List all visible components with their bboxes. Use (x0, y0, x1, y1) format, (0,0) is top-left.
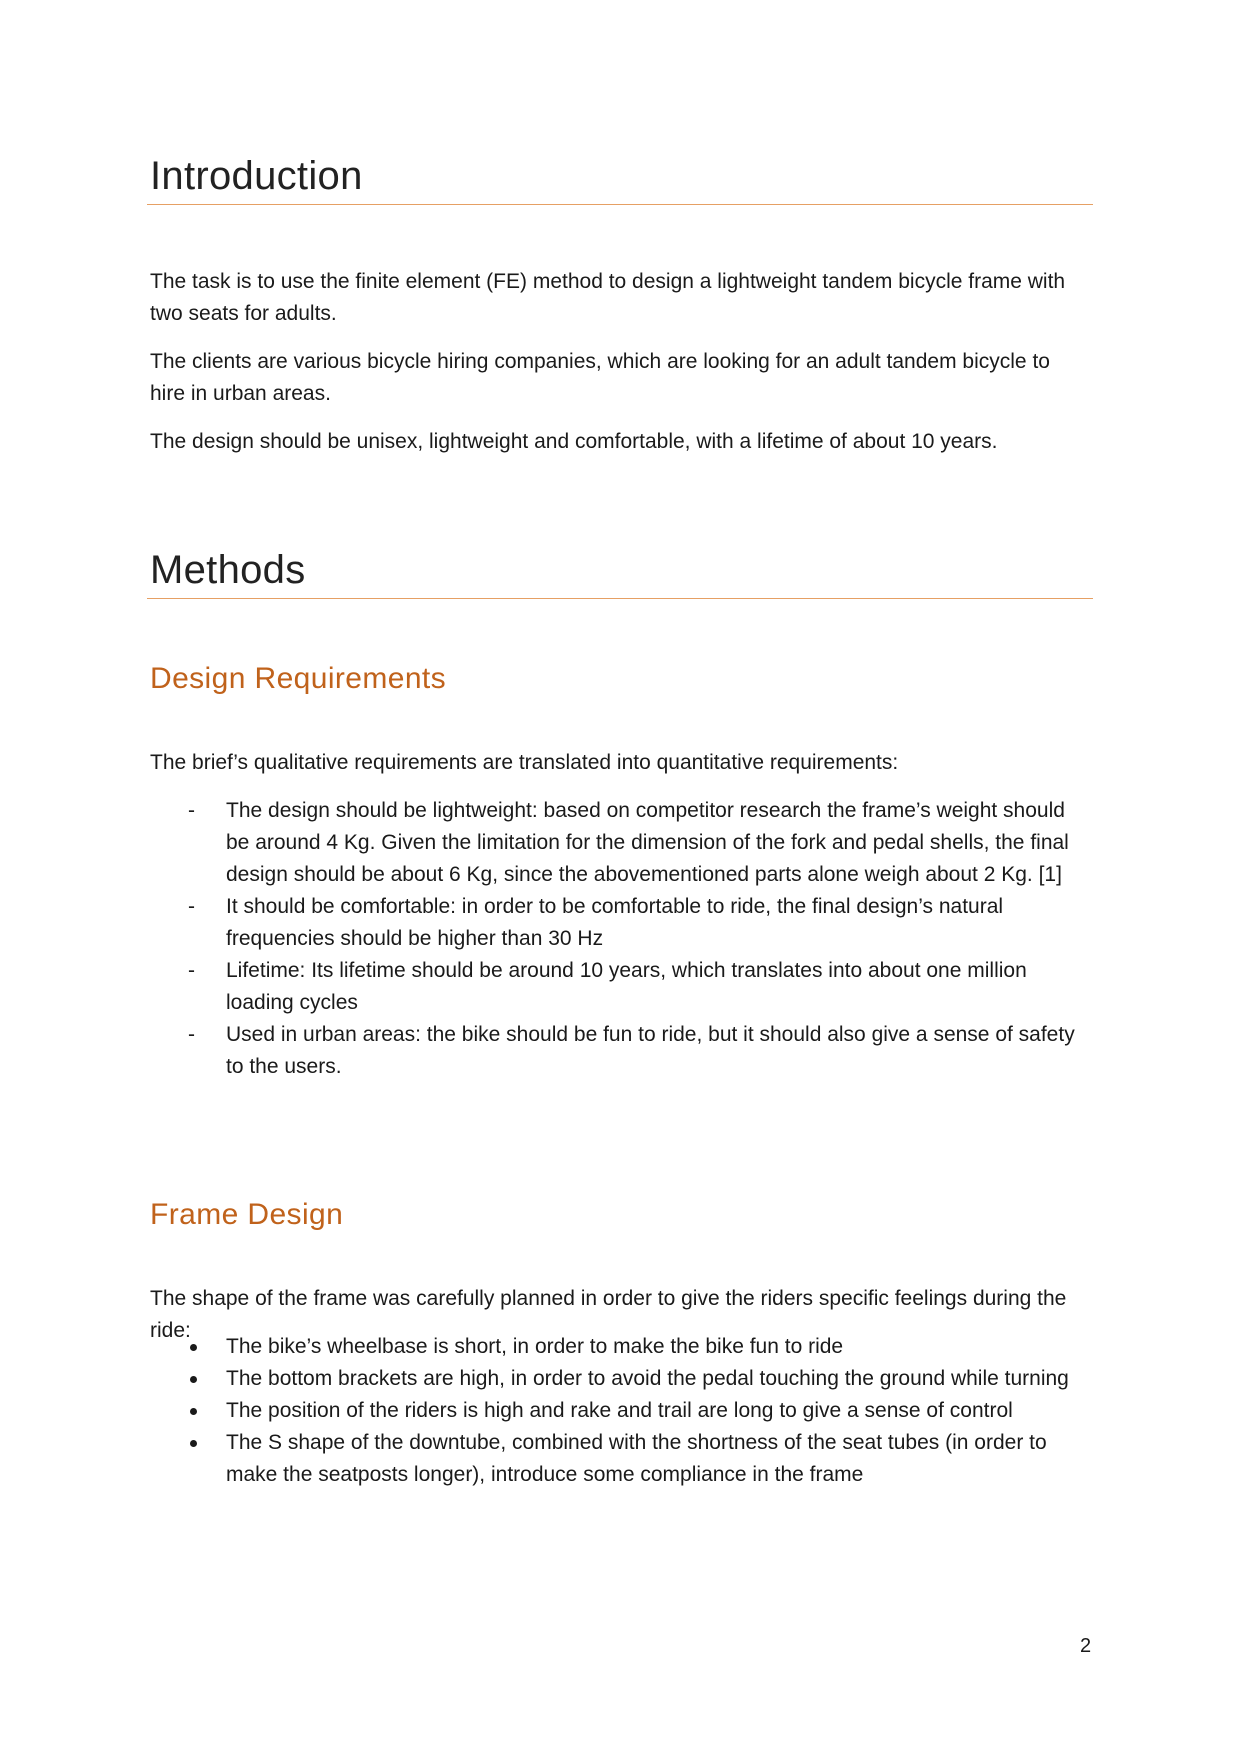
page-number: 2 (1080, 1635, 1092, 1657)
intro-paragraph-2: The clients are various bicycle hiring companies, which are looking for an adult tandem bicycle to hire in urban areas. (150, 350, 1050, 405)
list-item (150, 955, 1090, 1019)
list-item (150, 795, 1090, 891)
dash-marker: - (188, 895, 195, 918)
list-item-text: It should be comfortable: in order to be comfortable to ride, the final design’s natural frequencies should be higher than 30 Hz (226, 895, 1004, 950)
list-item-text: The S shape of the downtube, combined with the shortness of the seat tubes (in order to make the seatposts longer), introduce some compliance in the frame (226, 1431, 1047, 1486)
dash-marker: - (188, 1023, 195, 1046)
dash-marker: - (188, 959, 195, 982)
list-item-text: The design should be lightweight: based on competitor research the frame’s weight should be around 4 Kg. Given the limitation for the dimension of the fork and pedal shells, the final design should be about 6 Kg, since the abovementioned parts alone weigh about 2 Kg. [1] (226, 799, 1069, 886)
introduction-rule (147, 204, 1093, 205)
design-requirements-intro: The brief’s qualitative requirements are translated into quantitative requirements: (150, 751, 899, 774)
list-item-text: The bike’s wheelbase is short, in order to make the bike fun to ride (226, 1335, 844, 1358)
methods-rule (147, 598, 1093, 599)
frame-design-intro: The shape of the frame was carefully planned in order to give the riders specific feelings during the ride: (150, 1287, 1067, 1342)
design-requirements-list (150, 795, 1090, 1083)
list-item-text: The bottom brackets are high, in order to avoid the pedal touching the ground while turning (226, 1367, 1069, 1390)
list-item (150, 891, 1090, 955)
introduction-heading: Introduction (150, 154, 363, 198)
list-item (150, 1363, 1090, 1395)
design-requirements-heading: Design Requirements (150, 662, 447, 695)
frame-design-heading: Frame Design (150, 1198, 344, 1231)
list-item (150, 1019, 1090, 1083)
list-item (150, 1331, 1090, 1363)
list-item-text: The position of the riders is high and rake and trail are long to give a sense of control (226, 1399, 1013, 1422)
intro-paragraph-1: The task is to use the finite element (FE) method to design a lightweight tandem bicycle frame with two seats for adults. (150, 270, 1066, 325)
intro-paragraph-3: The design should be unisex, lightweight and comfortable, with a lifetime of about 10 years. (150, 430, 998, 453)
frame-design-list (150, 1331, 1090, 1491)
methods-heading: Methods (150, 548, 306, 592)
list-item (150, 1395, 1090, 1427)
list-item (150, 1427, 1090, 1491)
dash-marker: - (188, 799, 195, 822)
list-item-text: Lifetime: Its lifetime should be around 10 years, which translates into about one million loading cycles (226, 959, 1027, 1014)
list-item-text: Used in urban areas: the bike should be fun to ride, but it should also give a sense of safety to the users. (226, 1023, 1075, 1078)
